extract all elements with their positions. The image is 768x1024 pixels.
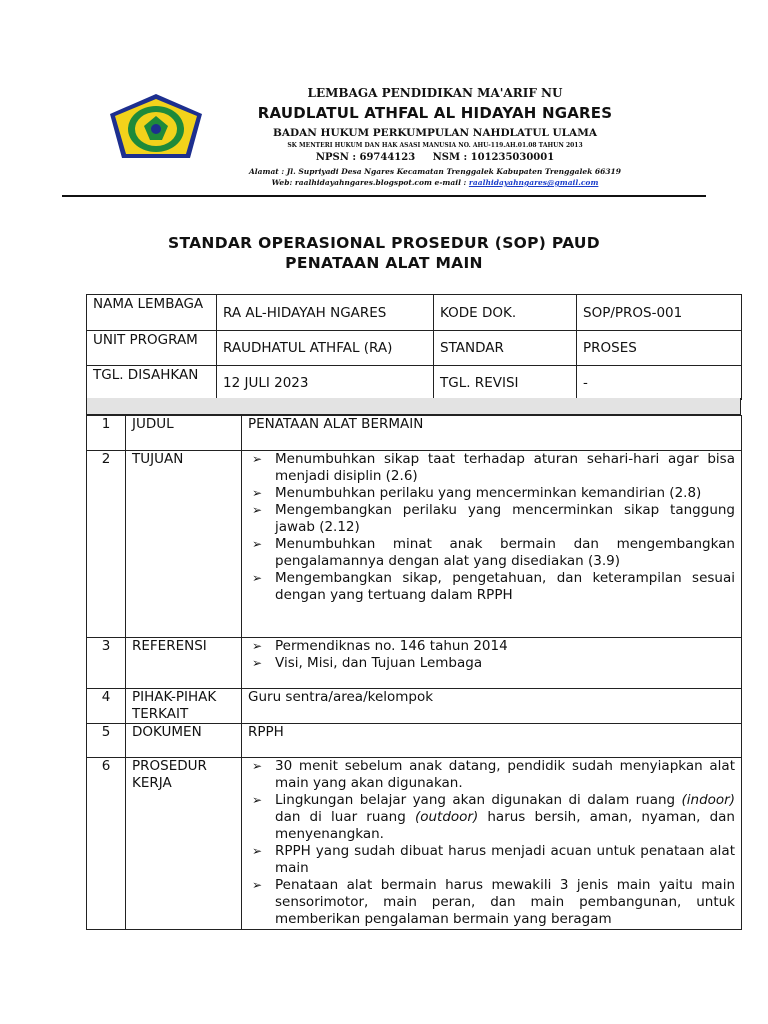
list-item: ➢ Permendiknas no. 146 tahun 2014	[248, 638, 735, 655]
row-label: TUJUAN	[126, 451, 242, 638]
table-row	[87, 724, 742, 758]
row-number: 1	[87, 416, 126, 451]
info-key: STANDAR	[434, 331, 577, 366]
info-value: PROSES	[577, 331, 742, 366]
row-number: 3	[87, 638, 126, 689]
row-content	[242, 638, 742, 689]
row-label: JUDUL	[126, 416, 242, 451]
info-key: TGL. REVISI	[434, 366, 577, 400]
institution-line1: LEMBAGA PENDIDIKAN MA'ARIF NU	[307, 86, 563, 100]
row-label: PROSEDUR KERJA	[126, 758, 242, 930]
list-item: ➢ Menumbuhkan minat anak bermain dan mengembangkan pengalamannya dengan alat yang disediakan (3.9)	[248, 536, 735, 570]
reference-list	[248, 638, 735, 672]
web-text: Web: raalhidayahngares.blogspot.com e-mail :	[271, 178, 469, 187]
row-number: 5	[87, 724, 126, 758]
info-table	[86, 294, 742, 400]
info-value: RAUDHATUL ATHFAL (RA)	[217, 331, 434, 366]
list-item: ➢ RPPH yang sudah dibuat harus menjadi acuan untuk penataan alat main	[248, 843, 735, 877]
row-content: RPPH	[242, 724, 742, 758]
row-content: PENATAAN ALAT BERMAIN	[242, 416, 742, 451]
info-key: NAMA LEMBAGA	[87, 295, 217, 331]
info-key: KODE DOK.	[434, 295, 577, 331]
document-subtitle: PENATAAN ALAT MAIN	[285, 254, 483, 272]
info-value: RA AL-HIDAYAH NGARES	[217, 295, 434, 331]
item-text: dan di luar ruang	[275, 809, 415, 825]
info-value: -	[577, 366, 742, 400]
address-line: Alamat : Jl. Supriyadi Desa Ngares Kecamatan Trenggalek Kabupaten Trenggalek 66319	[248, 167, 621, 176]
list-item: ➢ Visi, Misi, dan Tujuan Lembaga	[248, 655, 735, 672]
institution-name: RAUDLATUL ATHFAL AL HIDAYAH NGARES	[257, 104, 613, 122]
table-row	[87, 758, 742, 930]
email-link[interactable]: raalhidayahngares@gmail.com	[468, 178, 599, 187]
item-text: harus bersih, aman, nyaman, dan menyenangkan.	[275, 809, 735, 842]
row-number: 2	[87, 451, 126, 638]
row-label: REFERENSI	[126, 638, 242, 689]
list-item: ➢ Mengembangkan sikap, pengetahuan, dan keterampilan sesuai dengan yang tertuang dalam RPPH	[248, 570, 735, 604]
procedure-list	[248, 758, 735, 928]
table-row	[87, 451, 742, 638]
row-content: Guru sentra/area/kelompok	[242, 689, 742, 724]
table-row	[87, 638, 742, 689]
letterhead	[0, 0, 768, 200]
decree-line: SK MENTERI HUKUM DAN HAK ASASI MANUSIA NO. AHU-119.AH.01.08 TAHUN 2013	[287, 142, 583, 149]
list-item: ➢ Menumbuhkan perilaku yang mencerminkan kemandirian (2.8)	[248, 485, 735, 502]
list-item: ➢ Menumbuhkan sikap taat terhadap aturan sehari-hari agar bisa menjadi disiplin (2.6)	[248, 451, 735, 485]
item-text-italic: (outdoor)	[414, 809, 479, 825]
info-key: TGL. DISAHKAN	[87, 366, 217, 400]
row-content	[242, 758, 742, 930]
row-number: 6	[87, 758, 126, 930]
npsn-line: NPSN : 69744123 NSM : 101235030001	[315, 152, 555, 163]
table-row	[87, 295, 742, 331]
goal-list	[248, 451, 735, 604]
header-divider	[62, 195, 706, 197]
institution-line3: BADAN HUKUM PERKUMPULAN NAHDLATUL ULAMA	[273, 127, 597, 139]
separator-band	[86, 398, 741, 415]
item-text-italic: (indoor)	[681, 792, 735, 808]
row-label: DOKUMEN	[126, 724, 242, 758]
document-title: STANDAR OPERASIONAL PROSEDUR (SOP) PAUD	[168, 234, 600, 252]
info-value: 12 JULI 2023	[217, 366, 434, 400]
list-item	[248, 792, 735, 843]
school-logo	[106, 92, 206, 162]
contact-line	[200, 178, 670, 187]
item-text: Lingkungan belajar yang akan digunakan di dalam ruang	[275, 792, 682, 808]
table-row	[87, 331, 742, 366]
list-item: ➢ 30 menit sebelum anak datang, pendidik sudah menyiapkan alat main yang akan digunakan.	[248, 758, 735, 792]
sop-table	[86, 415, 742, 930]
info-key: UNIT PROGRAM	[87, 331, 217, 366]
table-row	[87, 416, 742, 451]
info-value: SOP/PROS-001	[577, 295, 742, 331]
list-item: ➢ Penataan alat bermain harus mewakili 3 jenis main yaitu main sensorimotor, main peran, dan main pembangunan, untuk memberikan pengalaman bermain yang beragam	[248, 877, 735, 928]
table-row	[87, 689, 742, 724]
row-content	[242, 451, 742, 638]
row-number: 4	[87, 689, 126, 724]
table-row	[87, 366, 742, 400]
list-item: ➢ Mengembangkan perilaku yang mencerminkan sikap tanggung jawab (2.12)	[248, 502, 735, 536]
row-label: PIHAK-PIHAK TERKAIT	[126, 689, 242, 724]
